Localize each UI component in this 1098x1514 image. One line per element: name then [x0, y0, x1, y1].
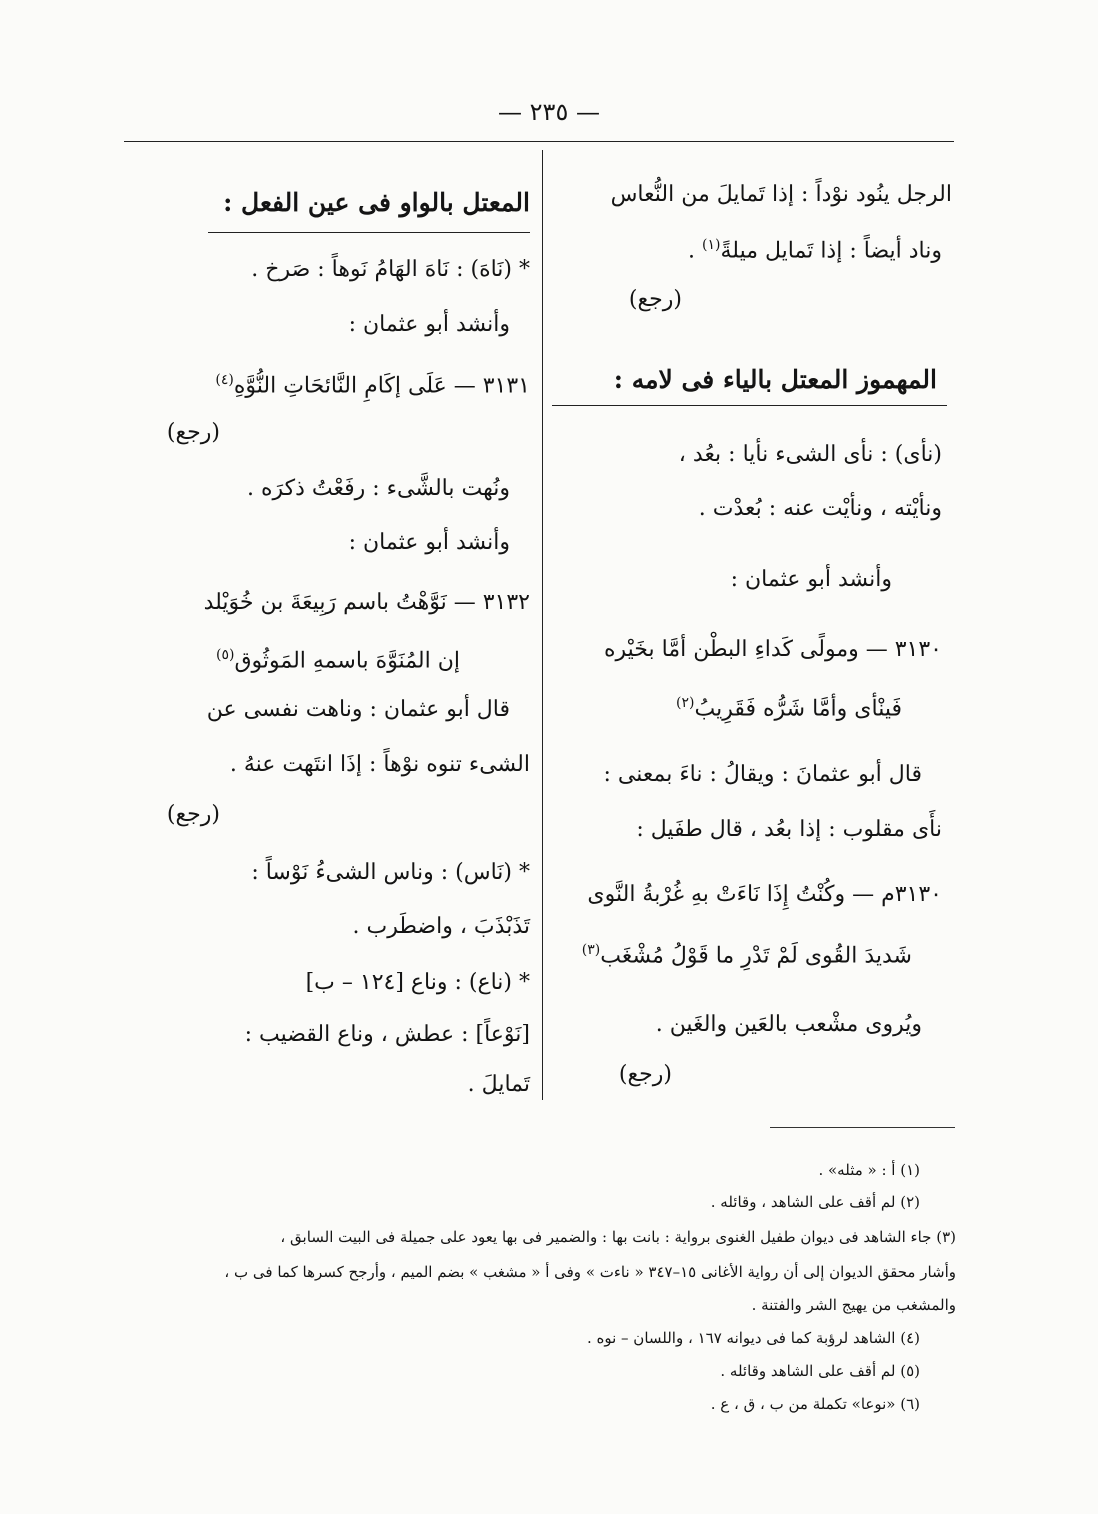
column-divider	[542, 150, 543, 1100]
text-line: * (ناع) : وناع [١٢٤ – ب]	[305, 970, 530, 995]
text-line: ويُروى مشْعب بالعَين والغَين .	[655, 1012, 922, 1037]
text-line: الشىء تنوه نوْهاً : إذَا انتَهت عنهُ .	[229, 752, 530, 777]
text-line: الرجل ينُود نوْداً : إذا تَمايلَ من النُّعاس	[610, 182, 952, 207]
footnote: وأشار محقق الديوان إلى أن رواية الأغانى ١٥–٣٤٧ « ناءت » وفى أ « مشغب » بضم الميم ، وأرجح كسرها كما فى ب ،	[224, 1263, 956, 1281]
footnote-ref: (٢)	[676, 695, 695, 711]
footnote: (٦) «نوعا» تكملة من ب ، ق ، ع .	[710, 1395, 920, 1413]
footnote: (٥) لم أقف على الشاهد وقائله .	[720, 1362, 920, 1380]
verse-line: ٣١٣١ — عَلَى إكَامِ النَّائحَاتِ النُّوَّهِ$^{(٤)}$	[215, 372, 530, 399]
text-line: * (نَاهَ) : نَاهَ الهَامُ نَوهاً : صَرخ .	[251, 257, 530, 282]
text-line: ونُهت بالشَّىء : رفَعْتُ ذكرَه .	[247, 476, 510, 501]
text-line: [نَوْعاً] : عطش ، وناع القضيب :	[244, 1022, 530, 1047]
heading-underline	[552, 405, 947, 406]
text-line: وأنشد أبو عثمان :	[348, 530, 510, 555]
footnote-ref: (٣)	[581, 942, 601, 958]
heading-underline	[208, 232, 530, 233]
footnote: (١) أ : « مثله» .	[818, 1161, 920, 1179]
verse-line: ٣١٣٢ — نَوَّهْتُ باسم رَبِيعَةَ بن خُوَيْلد	[203, 590, 530, 615]
footnote: (٢) لم أقف على الشاهد ، وقائله .	[710, 1193, 920, 1211]
text-line: وأنشد أبو عثمان :	[730, 567, 892, 592]
verse-line: ٣١٣٠م — وكُنْتُ إِذَا نَاءَتْ بهِ غُرْبةُ النَّوى	[587, 882, 942, 907]
header-rule	[124, 141, 954, 142]
verse-line: شَديدَ القُوى لَمْ تَدْرِ ما قَوْلُ مُشْغَب$^{(٣)}$	[581, 942, 912, 969]
return-marker: (رجع)	[166, 420, 220, 445]
footnote-ref: (٤)	[215, 372, 234, 388]
text-line: ونأيْته ، ونأيْت عنه : بُعدْت .	[698, 496, 942, 521]
text-line: قال أبو عثمانَ : ويقالُ : ناءَ بمعنى :	[603, 762, 922, 787]
verse-line: إن المُنَوَّهَ باسمهِ المَوثُوق$^{(٥)}$	[215, 647, 460, 674]
text-line: تَذَبْذَبَ ، واضطَرب .	[352, 914, 530, 939]
section-heading: المعتل بالواو فى عين الفعل :	[223, 188, 530, 217]
text-line: وأنشد أبو عثمان :	[348, 312, 510, 337]
text-line: قال أبو عثمان : وناهت نفسى عن	[206, 697, 510, 722]
footnote-ref: (٥)	[215, 647, 235, 663]
footnote-ref: (١)	[702, 237, 721, 253]
verse-line: فَينْأى وأمَّا شَرُّه فَقَرِيبُ$^{(٢)}$	[676, 695, 902, 722]
text-line: وناد أيضاً : إذا تَمايل ميلةً$^{(١)}$ .	[688, 237, 942, 264]
footnote: (٤) الشاهد لرؤبة كما فى ديوانه ١٦٧ ، واللسان – نوه .	[586, 1329, 920, 1347]
verse-line: ٣١٣٠ — ومولًى كَداءِ البطْن أمَّا بخَيْره	[604, 637, 942, 662]
return-marker: (رجع)	[628, 287, 682, 312]
text-line: * (نَاس) : وناس الشىءُ نَوْساً :	[251, 860, 530, 885]
footnote: (٣) جاء الشاهد فى ديوان طفيل الغنوى برواية : بانت بها : والضمير فى بها يعود على جميلة فى البيت السابق ،	[280, 1228, 956, 1246]
return-marker: (رجع)	[618, 1062, 672, 1087]
footnote-rule	[770, 1127, 955, 1128]
return-marker: (رجع)	[166, 802, 220, 827]
text-line: تَمايلَ .	[467, 1072, 530, 1097]
text-line: نأَى مقلوب : إذا بعُد ، قال طفَيل :	[636, 817, 942, 842]
page-number: — ٢٣٥ —	[498, 98, 600, 126]
footnote: والمشغب من يهيج الشر والفتنة .	[751, 1296, 956, 1314]
text-line: (نأى) : نأى الشىء نأيا : بعُد ،	[678, 442, 942, 467]
section-heading: المهموز المعتل بالياء فى لامه :	[613, 365, 937, 394]
